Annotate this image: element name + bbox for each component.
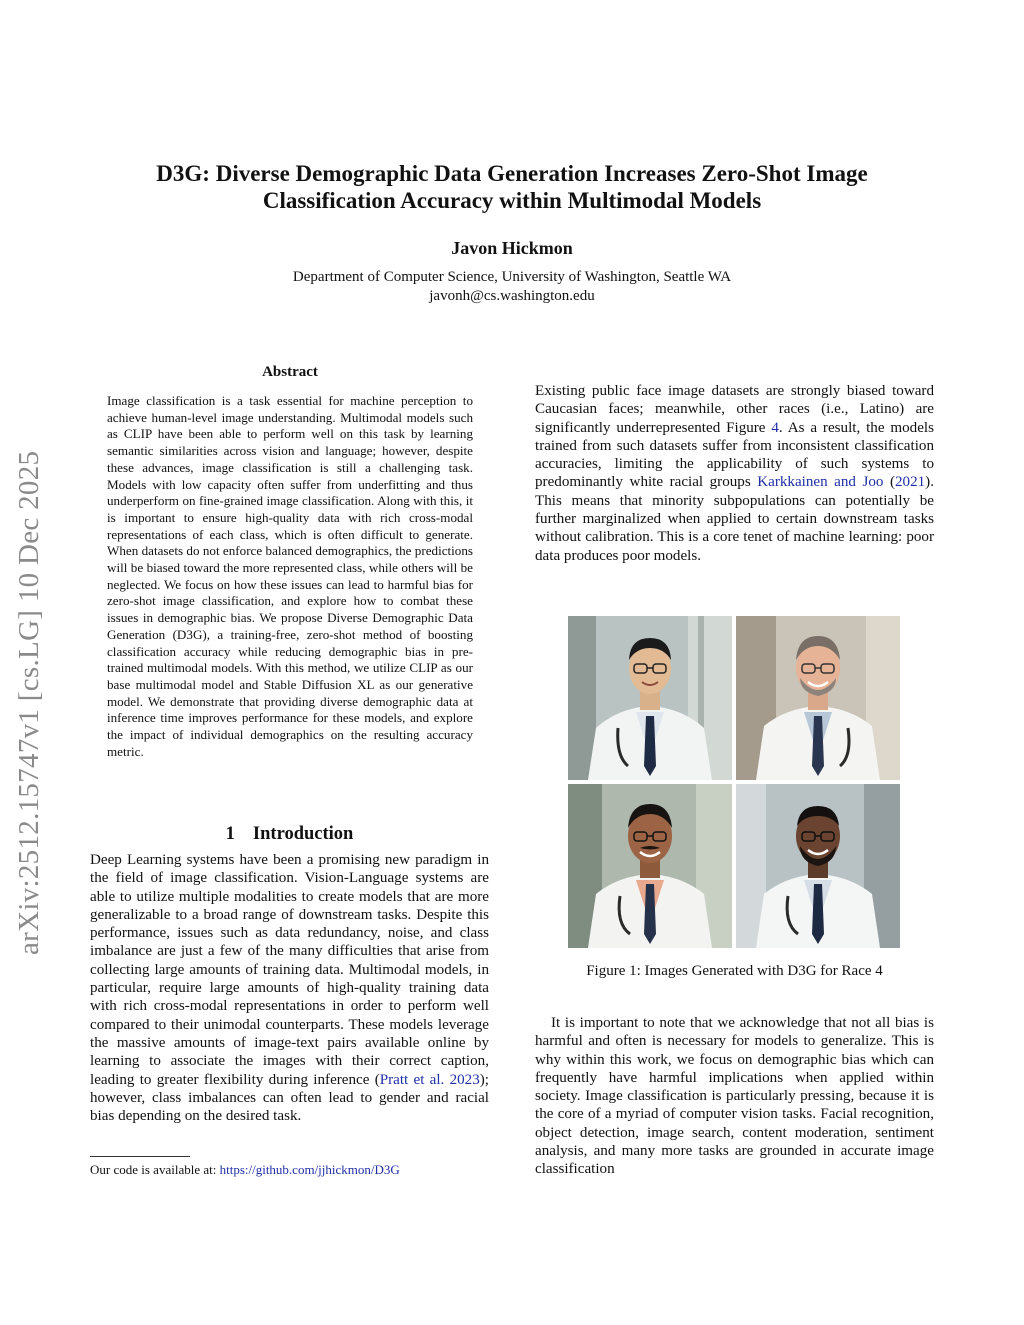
figure-ref-link[interactable]: 4 xyxy=(771,419,779,436)
paper-title: D3G: Diverse Demographic Data Generation Increases Zero-Shot Image Classification Accuracy within Multimodal Models xyxy=(156,161,868,213)
citation-link-karkkainen[interactable]: Karkkainen and Joo xyxy=(757,474,884,491)
arxiv-stamp: arXiv:2512.15747v1 [cs.LG] 10 Dec 2025 xyxy=(13,450,45,955)
author-name: Javon Hickmon xyxy=(451,238,573,258)
introduction-heading xyxy=(90,824,489,845)
abstract-section xyxy=(107,364,473,760)
generated-doctor-photo-2 xyxy=(736,616,900,780)
figure-1-image-grid xyxy=(568,616,900,948)
footnote-text xyxy=(90,1162,489,1178)
affiliation: Department of Computer Science, University of Washington, Seattle WA xyxy=(292,269,732,285)
intro-text-1: Deep Learning systems have been a promising new paradigm in the field of image classification. Vision-Language systems are able to utilize multiple modalities to create models that are more generalizable to a broad range of downstream tasks. Despite this performance, issues such as data redundancy, noise, and class imbalance are just a few of the many difficulties that arise from collecting large amounts of training data. Multimodal models, in particular, require large amounts of high-quality training data with rich cross-modal representations in order to perform well compared to their unimodal counterparts. These models leverage the massive amounts of image-text pairs available online by learning to associate the images with their correct caption, leading to greater flexibility during inference ( xyxy=(90,852,489,1088)
footnote-prefix: Our code is available at: xyxy=(90,1162,220,1177)
right-text-2: . As a result, the models trained from such datasets suffer from inconsistent classification accuracies, limiting the applicability of such systems to predominantly white racial groups xyxy=(535,419,934,491)
generated-doctor-photo-3 xyxy=(568,784,732,948)
right-column-bottom xyxy=(535,1014,934,1179)
author-affiliation-block xyxy=(90,268,934,306)
abstract-heading: Abstract xyxy=(262,364,318,380)
citation-year-link[interactable]: 2021 xyxy=(894,474,926,491)
intro-text-2: ); however, class imbalances can often lead to gender and racial bias depending on the desired task. xyxy=(90,1071,490,1125)
right-paragraph-1 xyxy=(535,382,934,565)
right-text-1: Existing public face image datasets are strongly biased toward Caucasian faces; meanwhile, other races (i.e., Latino) are significantly underrepresented Figure xyxy=(535,383,934,436)
github-link[interactable]: https://github.com/jjhickmon/D3G xyxy=(219,1162,400,1177)
footnote-rule xyxy=(90,1156,190,1157)
figure-1-caption: Figure 1: Images Generated with D3G for Race 4 xyxy=(586,963,883,979)
section-title: Introduction xyxy=(252,824,354,844)
right-text-3: ). This means that minority subpopulations can potentially be further marginalized when applied to certain downstream tasks without calibration. This is a core tenet of machine learning: poor data produces poor models. xyxy=(535,474,934,564)
introduction-section xyxy=(90,824,489,1125)
section-number: 1 xyxy=(225,824,235,844)
citation-link-pratt[interactable]: Pratt et al. 2023 xyxy=(379,1071,480,1088)
introduction-paragraph xyxy=(90,851,489,1125)
footnote xyxy=(90,1156,489,1178)
generated-doctor-photo-1 xyxy=(568,616,732,780)
right-paragraph-2: It is important to note that we acknowledge that not all bias is harmful and often is necessary for models to generalize. This is why within this work, we focus on demographic bias which can frequently have harmful implications when applied within society. Image classification is particularly pressing, because it is the core of a myriad of computer vision tasks. Facial recognition, object detection, image search, content moderation, sentiment analysis, and many more tasks are grounded in accurate image classification xyxy=(535,1015,934,1178)
generated-doctor-photo-4 xyxy=(736,784,900,948)
cite-open-paren: ( xyxy=(883,474,895,491)
author-email: javonh@cs.washington.edu xyxy=(429,288,595,304)
right-column-top xyxy=(535,382,934,565)
abstract-body: Image classification is a task essential for machine perception to achieve human-level image understanding. Multimodal models such as CLIP have been able to perform well on this task by learning semantic similarities across vision and language; however, despite these advances, image classification is still a challenging task. Models with low capacity often suffer from underfitting and thus underperform on fine-grained image classification. Along with this, it is important to ensure high-quality data with rich cross-modal representations of each class, which is often difficult to generate. When datasets do not enforce balanced demographics, the predictions will be biased toward the more represented class, while others will be neglected. We focus on how these issues can lead to harmful bias for zero-shot image classification, and explore how to combat these issues in demographic bias. We propose Diverse Demographic Data Generation (D3G), a training-free, zero-shot method of boosting classification accuracy while reducing demographic bias in pre-trained multimodal models. With this method, we utilize CLIP as our base multimodal model and Stable Diffusion XL as our generative model. We demonstrate that providing diverse demographic data at inference time improves performance for these models, and explore the impact of individual demographics on the resulting accuracy metric. xyxy=(107,393,473,759)
